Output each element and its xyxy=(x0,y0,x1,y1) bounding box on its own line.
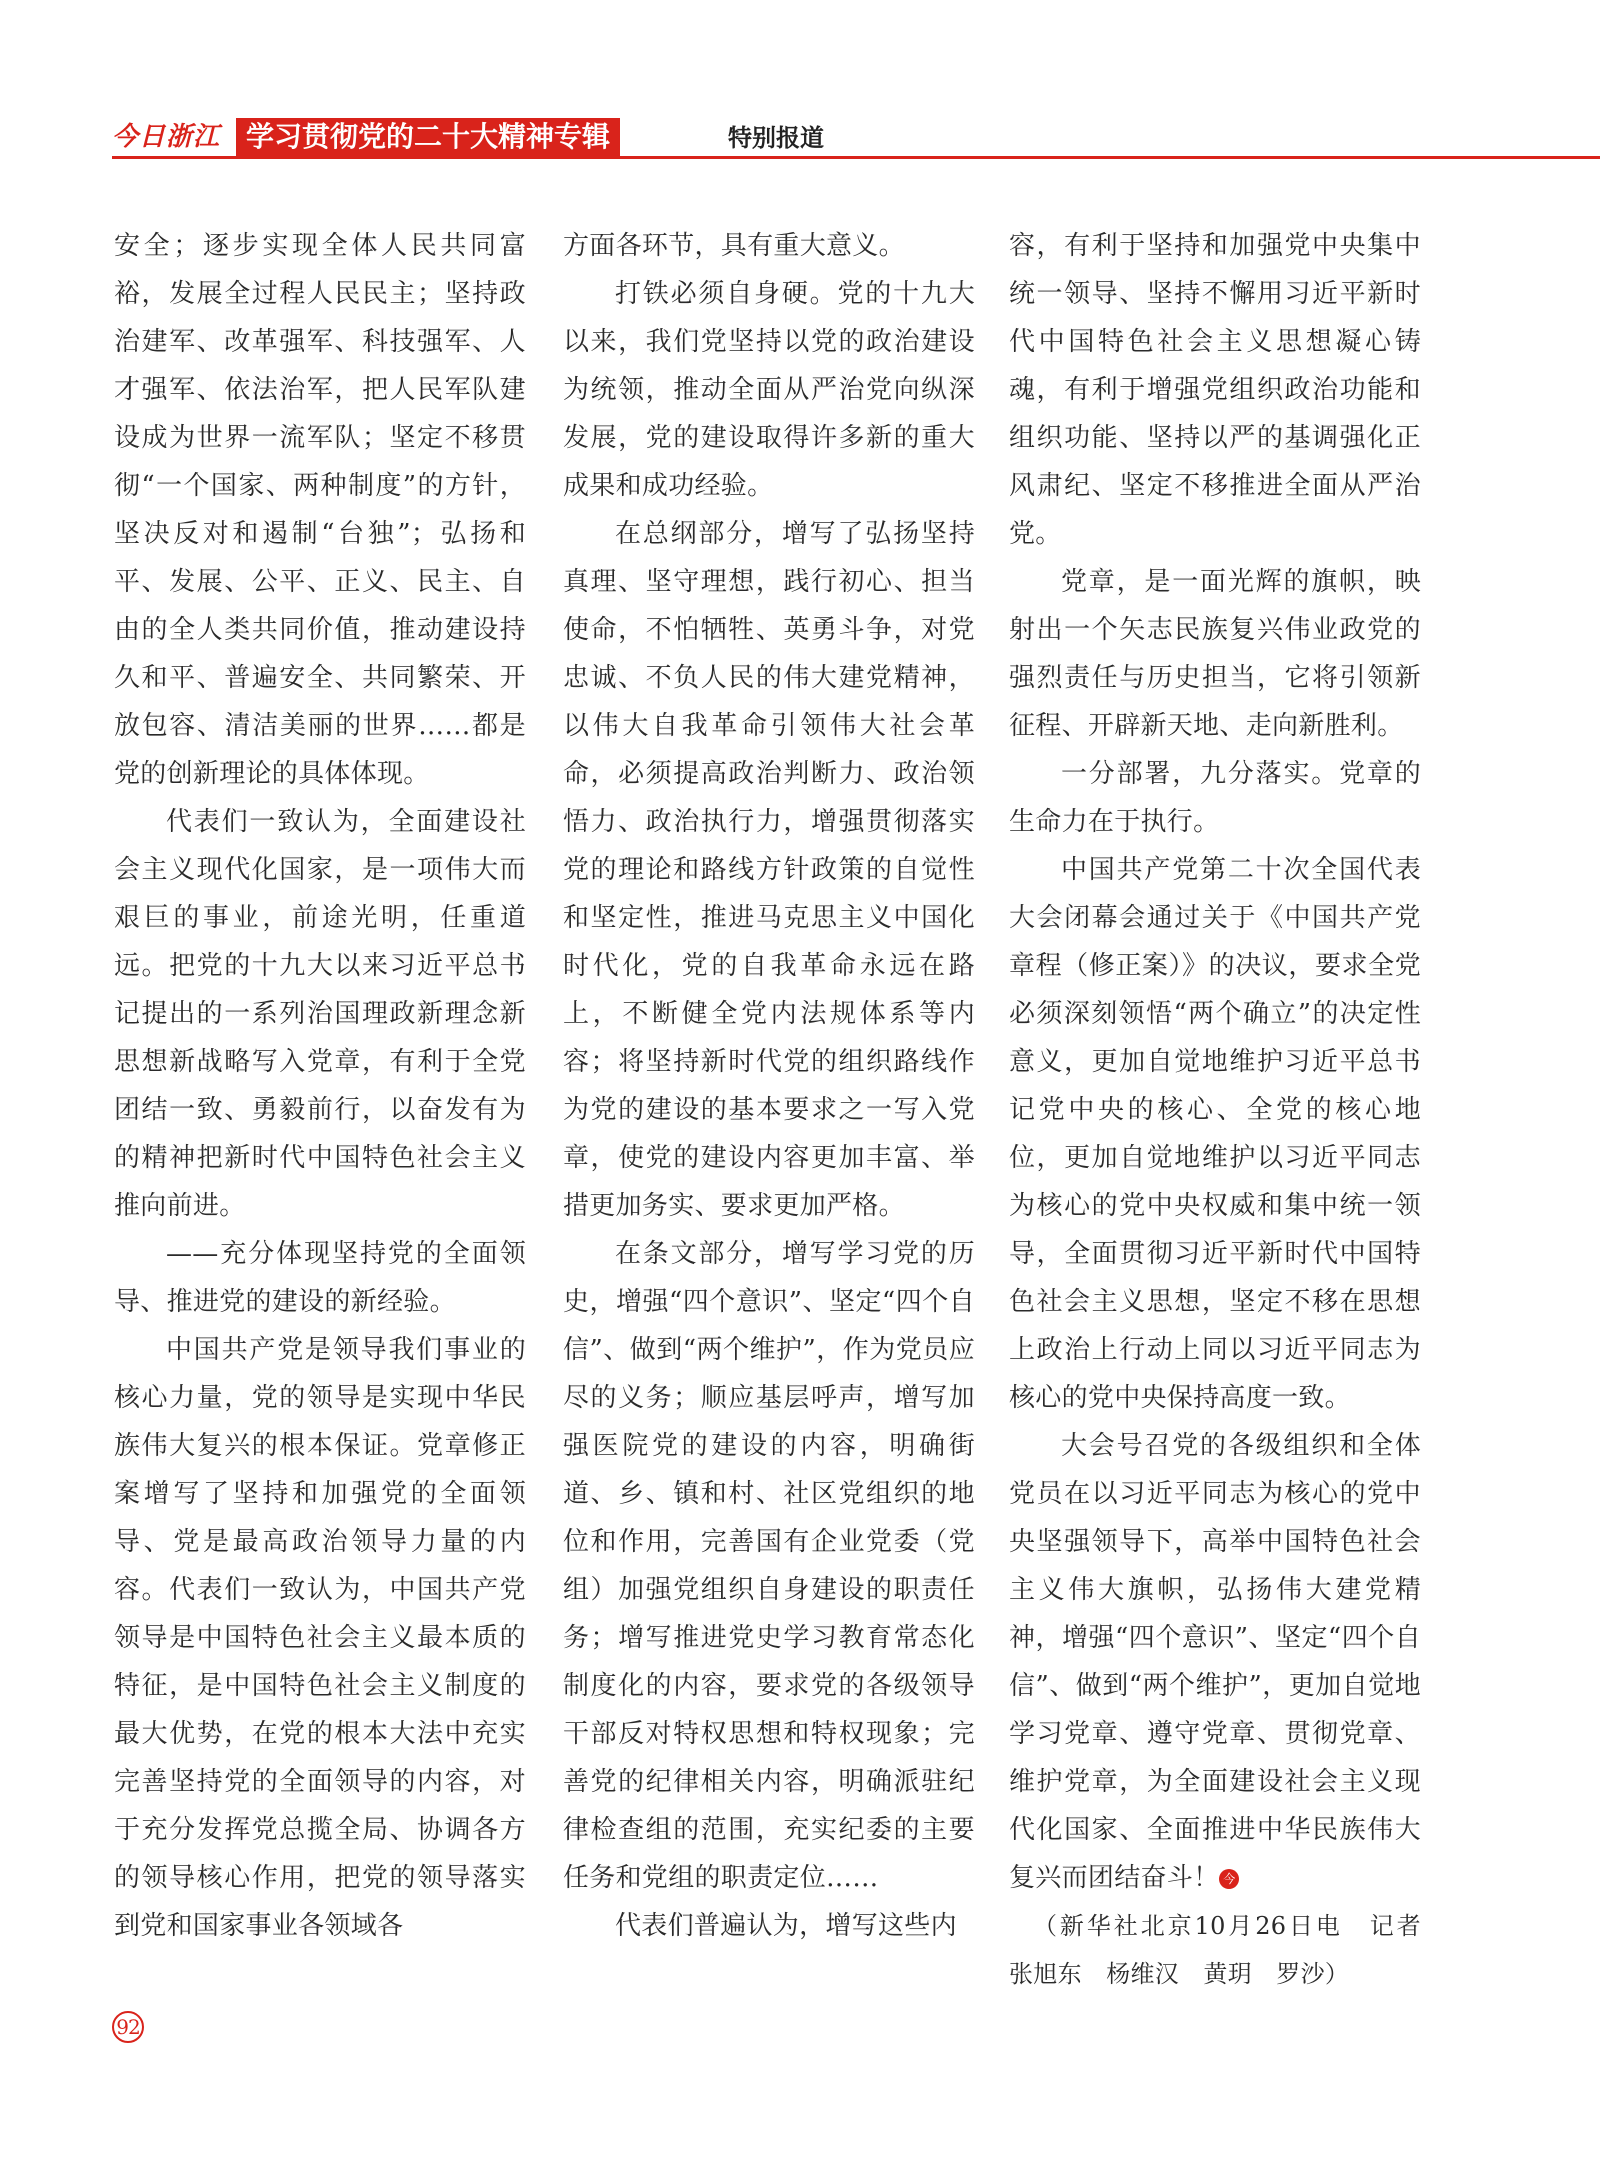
page-header xyxy=(112,118,1600,168)
header-rule xyxy=(112,156,1600,159)
text-column-2 xyxy=(563,222,975,1950)
article-credit: （新华社北京10月26日电 记者 张旭东 杨维汉 黄玥 罗沙） xyxy=(1009,1912,1446,1988)
paragraph: 一分部署，九分落实。党章的生命力在于执行。 xyxy=(1009,759,1421,837)
paragraph-text: 大会号召党的各级组织和全体党员在以习近平同志为核心的党中央坚强领导下，高举中国特色社会主义伟大旗帜，弘扬伟大建党精神，增强“四个意识”、坚定“四个自信”、做到“两个维护”，更加自觉地学习党章、遵守党章、贯彻党章、维护党章，为全面建设社会主义现代化国家、全面推进中华民族伟大复兴而团结奋斗！ xyxy=(1009,1431,1421,1893)
paragraph: 打铁必须自身硬。党的十九大以来，我们党坚持以党的政治建设为统领，推动全面从严治党向纵深发展，党的建设取得许多新的重大成果和成功经验。 xyxy=(563,279,975,501)
special-issue-banner: 学习贯彻党的二十大精神专辑 xyxy=(236,118,620,156)
paragraph: 代表们普遍认为，增写这些内 xyxy=(615,1911,957,1941)
paragraph: 中国共产党是领导我们事业的核心力量，党的领导是实现中华民族伟大复兴的根本保证。党章修正案增写了坚持和加强党的全面领导、党是最高政治领导力量的内容。代表们一致认为，中国共产党领导是中国特色社会主义最本质的特征，是中国特色社会主义制度的最大优势，在党的根本大法中充实完善坚持党的全面领导的内容，对于充分发挥党总揽全局、协调各方的领导核心作用，把党的领导落实到党和国家事业各领域各 xyxy=(114,1335,526,1941)
paragraph: 党章，是一面光辉的旗帜，映射出一个矢志民族复兴伟业政党的强烈责任与历史担当，它将引领新征程、开辟新天地、走向新胜利。 xyxy=(1009,567,1421,741)
text-column-3 xyxy=(1009,222,1446,1998)
section-label: 特别报道 xyxy=(728,124,824,152)
paragraph: 代表们一致认为，全面建设社会主义现代化国家，是一项伟大而艰巨的事业，前途光明，任重道远。把党的十九大以来习近平总书记提出的一系列治国理政新理念新思想新战略写入党章，有利于全党团结一致、勇毅前行，以奋发有为的精神把新时代中国特色社会主义推向前进。 xyxy=(114,807,526,1221)
paragraph: 安全；逐步实现全体人民共同富裕，发展全过程人民民主；坚持政治建军、改革强军、科技强军、人才强军、依法治军，把人民军队建设成为世界一流军队；坚定不移贯彻“一个国家、两种制度”的方针，坚决反对和遏制“台独”；弘扬和平、发展、公平、正义、民主、自由的全人类共同价值，推动建设持久和平、普遍安全、共同繁荣、开放包容、清洁美丽的世界……都是党的创新理论的具体体现。 xyxy=(114,231,526,789)
paragraph: 容，有利于坚持和加强党中央集中统一领导、坚持不懈用习近平新时代中国特色社会主义思想凝心铸魂，有利于增强党组织政治功能和组织功能、坚持以严的基调强化正风肃纪、坚定不移推进全面从严治党。 xyxy=(1009,231,1421,549)
text-column-1 xyxy=(114,222,526,1950)
magazine-logo: 今日浙江 xyxy=(112,122,221,152)
paragraph: ——充分体现坚持党的全面领导、推进党的建设的新经验。 xyxy=(114,1239,526,1317)
paragraph: 在总纲部分，增写了弘扬坚持真理、坚守理想，践行初心、担当使命，不怕牺牲、英勇斗争，对党忠诚、不负人民的伟大建党精神，以伟大自我革命引领伟大社会革命，必须提高政治判断力、政治领悟力、政治执行力，增强贯彻落实党的理论和路线方针政策的自觉性和坚定性，推进马克思主义中国化时代化，党的自我革命永远在路上，不断健全党内法规体系等内容；将坚持新时代党的组织路线作为党的建设的基本要求之一写入党章，使党的建设内容更加丰富、举措更加务实、要求更加严格。 xyxy=(563,519,975,1221)
end-mark-icon: 今 xyxy=(1219,1869,1239,1889)
page-number: 92 xyxy=(112,2011,144,2043)
paragraph: 方面各环节，具有重大意义。 xyxy=(563,231,905,261)
paragraph: 中国共产党第二十次全国代表大会闭幕会通过关于《中国共产党章程（修正案）》的决议，要求全党必须深刻领悟“两个确立”的决定性意义，更加自觉地维护习近平总书记党中央的核心、全党的核心地位，更加自觉地维护以习近平同志为核心的党中央权威和集中统一领导，全面贯彻习近平新时代中国特色社会主义思想，坚定不移在思想上政治上行动上同以习近平同志为核心的党中央保持高度一致。 xyxy=(1009,855,1421,1413)
paragraph: 在条文部分，增写学习党的历史，增强“四个意识”、坚定“四个自信”、做到“两个维护”，作为党员应尽的义务；顺应基层呼声，增写加强医院党的建设的内容，明确街道、乡、镇和村、社区党组织的地位和作用，完善国有企业党委（党组）加强党组织自身建设的职责任务；增写推进党史学习教育常态化制度化的内容，要求党的各级领导干部反对特权思想和特权现象；完善党的纪律相关内容，明确派驻纪律检查组的范围，充实纪委的主要任务和党组的职责定位…… xyxy=(563,1239,975,1893)
closing-paragraph xyxy=(1009,1422,1421,1902)
